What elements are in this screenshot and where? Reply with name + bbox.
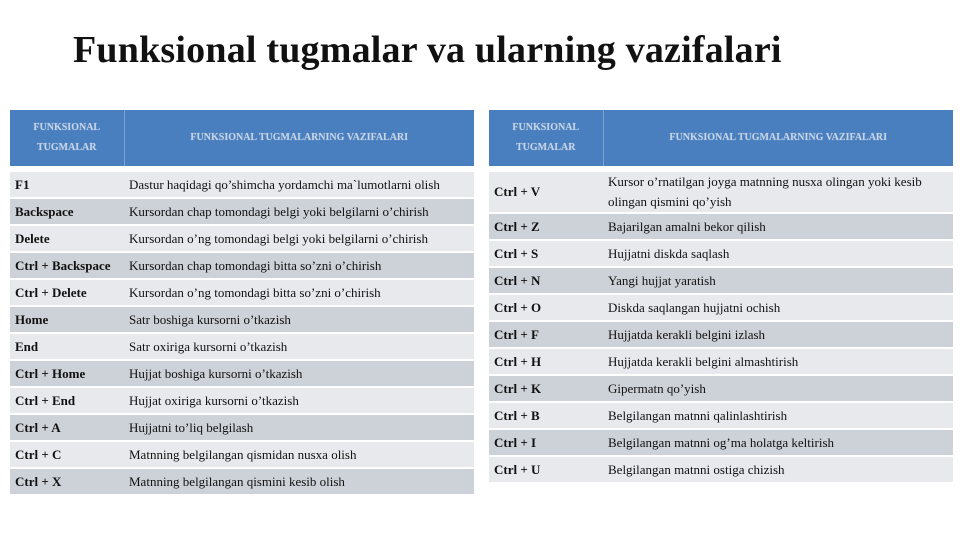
shortcut-key: Ctrl + S — [489, 240, 603, 267]
shortcut-key: Ctrl + Home — [10, 360, 124, 387]
shortcut-description: Kursor o’rnatilgan joyga matnning nusxa olingan yoki kesib olingan qismini qo’yish — [603, 172, 953, 213]
header-keys: FUNKSIONAL TUGMALAR — [10, 110, 124, 166]
shortcut-key: Ctrl + Delete — [10, 279, 124, 306]
shortcut-description: Hujjatni diskda saqlash — [603, 240, 953, 267]
shortcut-key: Ctrl + V — [489, 172, 603, 213]
header-functions: FUNKSIONAL TUGMALARNING VAZIFALARI — [603, 110, 953, 166]
shortcuts-table-right — [489, 110, 953, 484]
table-row — [10, 172, 474, 198]
shortcut-description: Matnning belgilangan qismini kesib olish — [124, 468, 474, 495]
shortcut-description: Hujjat boshiga kursorni o’tkazish — [124, 360, 474, 387]
shortcut-description: Hujjat oxiriga kursorni o’tkazish — [124, 387, 474, 414]
table-row — [10, 252, 474, 279]
table-row — [10, 225, 474, 252]
shortcut-key: Ctrl + U — [489, 456, 603, 483]
shortcut-key: End — [10, 333, 124, 360]
table-row — [489, 172, 953, 213]
table-row — [489, 456, 953, 483]
header-functions: FUNKSIONAL TUGMALARNING VAZIFALARI — [124, 110, 474, 166]
shortcut-description: Hujjatni to’liq belgilash — [124, 414, 474, 441]
table-row — [489, 429, 953, 456]
shortcut-key: Ctrl + B — [489, 402, 603, 429]
shortcut-description: Matnning belgilangan qismidan nusxa olish — [124, 441, 474, 468]
table-header-row — [489, 110, 953, 166]
shortcut-description: Belgilangan matnni ostiga chizish — [603, 456, 953, 483]
shortcut-key: Ctrl + H — [489, 348, 603, 375]
table-row — [10, 468, 474, 495]
shortcut-key: Backspace — [10, 198, 124, 225]
shortcut-key: Ctrl + O — [489, 294, 603, 321]
table-row — [489, 267, 953, 294]
shortcut-key: Ctrl + A — [10, 414, 124, 441]
table-row — [489, 348, 953, 375]
table-row — [489, 321, 953, 348]
shortcut-description: Satr oxiriga kursorni o’tkazish — [124, 333, 474, 360]
shortcut-key: Ctrl + I — [489, 429, 603, 456]
shortcut-description: Satr boshiga kursorni o’tkazish — [124, 306, 474, 333]
shortcut-key: Home — [10, 306, 124, 333]
table-row — [10, 279, 474, 306]
shortcut-key: Ctrl + C — [10, 441, 124, 468]
table-row — [10, 198, 474, 225]
shortcut-description: Hujjatda kerakli belgini almashtirish — [603, 348, 953, 375]
table-row — [10, 441, 474, 468]
table-row — [489, 240, 953, 267]
header-keys: FUNKSIONAL TUGMALAR — [489, 110, 603, 166]
shortcut-description: Belgilangan matnni qalinlashtirish — [603, 402, 953, 429]
shortcut-key: Ctrl + Z — [489, 213, 603, 240]
shortcuts-table-left — [10, 110, 474, 496]
table-row — [489, 402, 953, 429]
shortcut-description: Hujjatda kerakli belgini izlash — [603, 321, 953, 348]
shortcut-key: Ctrl + N — [489, 267, 603, 294]
shortcut-description: Gipermatn qo’yish — [603, 375, 953, 402]
shortcut-key: Ctrl + K — [489, 375, 603, 402]
shortcut-description: Kursordan chap tomondagi belgi yoki belgilarni o’chirish — [124, 198, 474, 225]
table-header-row — [10, 110, 474, 166]
shortcut-description: Kursordan o’ng tomondagi bitta so’zni o’chirish — [124, 279, 474, 306]
shortcut-key: Delete — [10, 225, 124, 252]
shortcut-description: Bajarilgan amalni bekor qilish — [603, 213, 953, 240]
shortcut-description: Diskda saqlangan hujjatni ochish — [603, 294, 953, 321]
table-row — [489, 294, 953, 321]
shortcut-key: Ctrl + X — [10, 468, 124, 495]
table-row — [10, 414, 474, 441]
table-row — [10, 360, 474, 387]
shortcut-key: Ctrl + F — [489, 321, 603, 348]
shortcut-description: Kursordan o’ng tomondagi belgi yoki belgilarni o’chirish — [124, 225, 474, 252]
shortcut-key: F1 — [10, 172, 124, 198]
shortcut-description: Kursordan chap tomondagi bitta so’zni o’chirish — [124, 252, 474, 279]
shortcut-description: Yangi hujjat yaratish — [603, 267, 953, 294]
shortcut-key: Ctrl + End — [10, 387, 124, 414]
shortcut-description: Belgilangan matnni og’ma holatga keltirish — [603, 429, 953, 456]
table-row — [10, 387, 474, 414]
shortcut-key: Ctrl + Backspace — [10, 252, 124, 279]
table-row — [489, 375, 953, 402]
shortcut-description: Dastur haqidagi qo’shimcha yordamchi ma`lumotlarni olish — [124, 172, 474, 198]
table-row — [10, 333, 474, 360]
table-row — [10, 306, 474, 333]
page-title: Funksional tugmalar va ularning vazifalari — [73, 29, 782, 71]
table-row — [489, 213, 953, 240]
